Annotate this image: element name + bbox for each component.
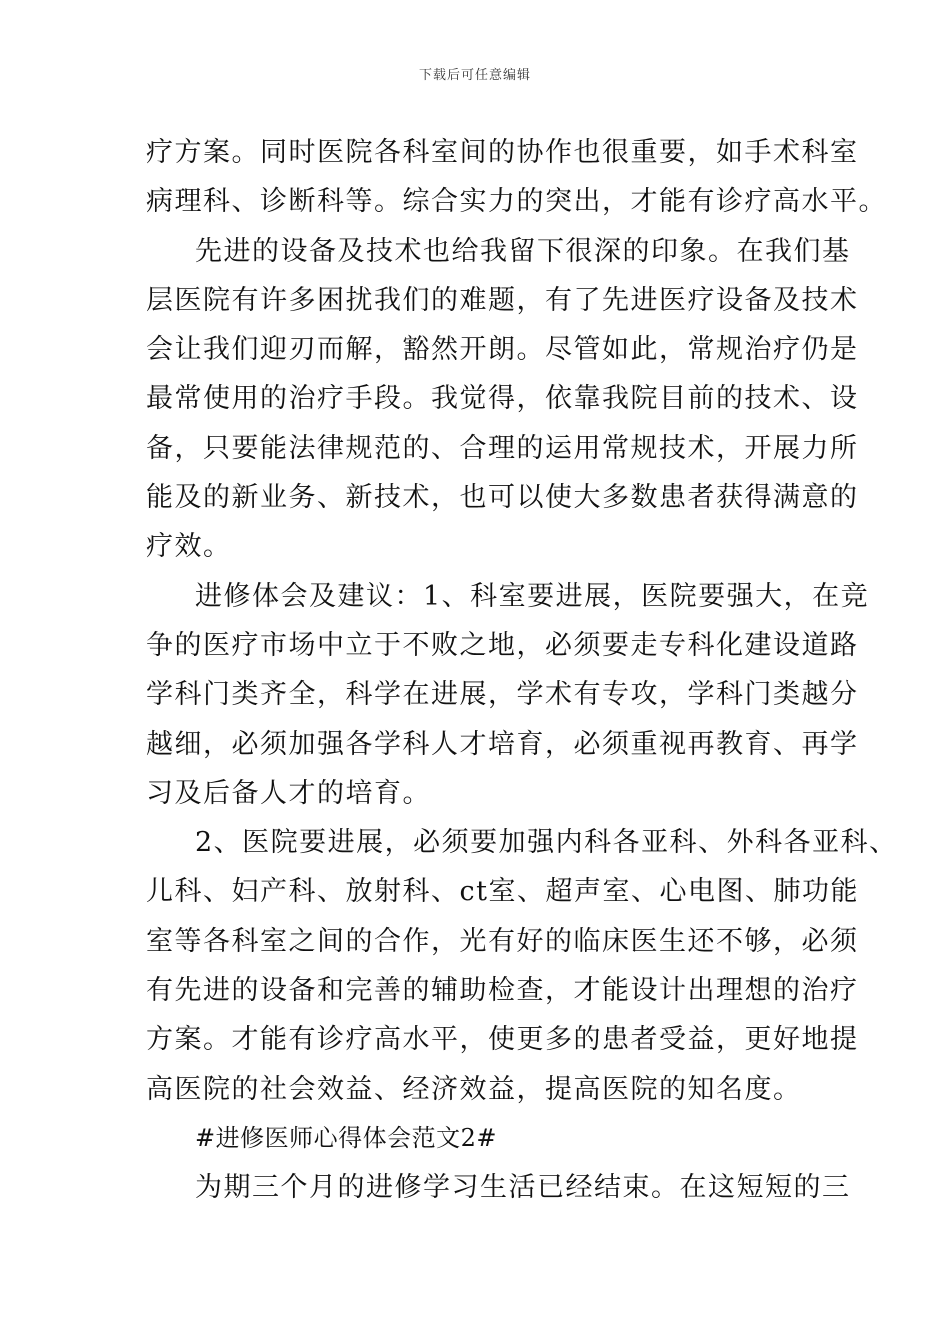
text-line: 进修体会及建议：1、科室要进展，医院要强大，在竞 xyxy=(195,580,870,612)
text-line: 2、医院要进展，必须要加强内科各亚科、外科各亚科、 xyxy=(195,827,898,859)
text-line: 儿科、妇产科、放射科、ct室、超声室、心电图、肺功能 xyxy=(146,876,859,908)
text-line: 先进的设备及技术也给我留下很深的印象。在我们基 xyxy=(195,235,851,267)
text-line: 疗效。 xyxy=(146,531,232,563)
text-line: 习及后备人才的培育。 xyxy=(146,777,431,809)
text-line: 学科门类齐全，科学在进展，学术有专攻，学科门类越分 xyxy=(146,679,859,711)
text-line: 越细，必须加强各学科人才培育，必须重视再教育、再学 xyxy=(146,728,859,760)
text-line: 备，只要能法律规范的、合理的运用常规技术，开展力所 xyxy=(146,432,859,464)
text-line: 争的医疗市场中立于不败之地，必须要走专科化建设道路 xyxy=(146,629,859,661)
document-body xyxy=(146,128,898,1213)
text-line: 层医院有许多困扰我们的难题，有了先进医疗设备及技术 xyxy=(146,284,859,316)
text-line: 会让我们迎刃而解，豁然开朗。尽管如此，常规治疗仍是 xyxy=(146,334,859,366)
section-heading: #进修医师心得体会范文2# xyxy=(195,1123,497,1152)
text-line: 有先进的设备和完善的辅助检查，才能设计出理想的治疗 xyxy=(146,975,859,1007)
text-line: 最常使用的治疗手段。我觉得，依靠我院目前的技术、设 xyxy=(146,383,859,415)
page-header: 下载后可任意编辑 xyxy=(418,68,531,83)
text-line: 为期三个月的进修学习生活已经结束。在这短短的三 xyxy=(195,1172,851,1204)
text-line: 方案。才能有诊疗高水平，使更多的患者受益，更好地提 xyxy=(146,1024,859,1056)
text-line: 病理科、诊断科等。综合实力的突出，才能有诊疗高水平。 xyxy=(146,186,887,218)
text-line: 高医院的社会效益、经济效益，提高医院的知名度。 xyxy=(146,1073,802,1105)
text-line: 能及的新业务、新技术，也可以使大多数患者获得满意的 xyxy=(146,482,859,514)
text-line: 疗方案。同时医院各科室间的协作也很重要，如手术科室 xyxy=(146,137,859,168)
text-line: 室等各科室之间的合作，光有好的临床医生还不够，必须 xyxy=(146,925,859,957)
